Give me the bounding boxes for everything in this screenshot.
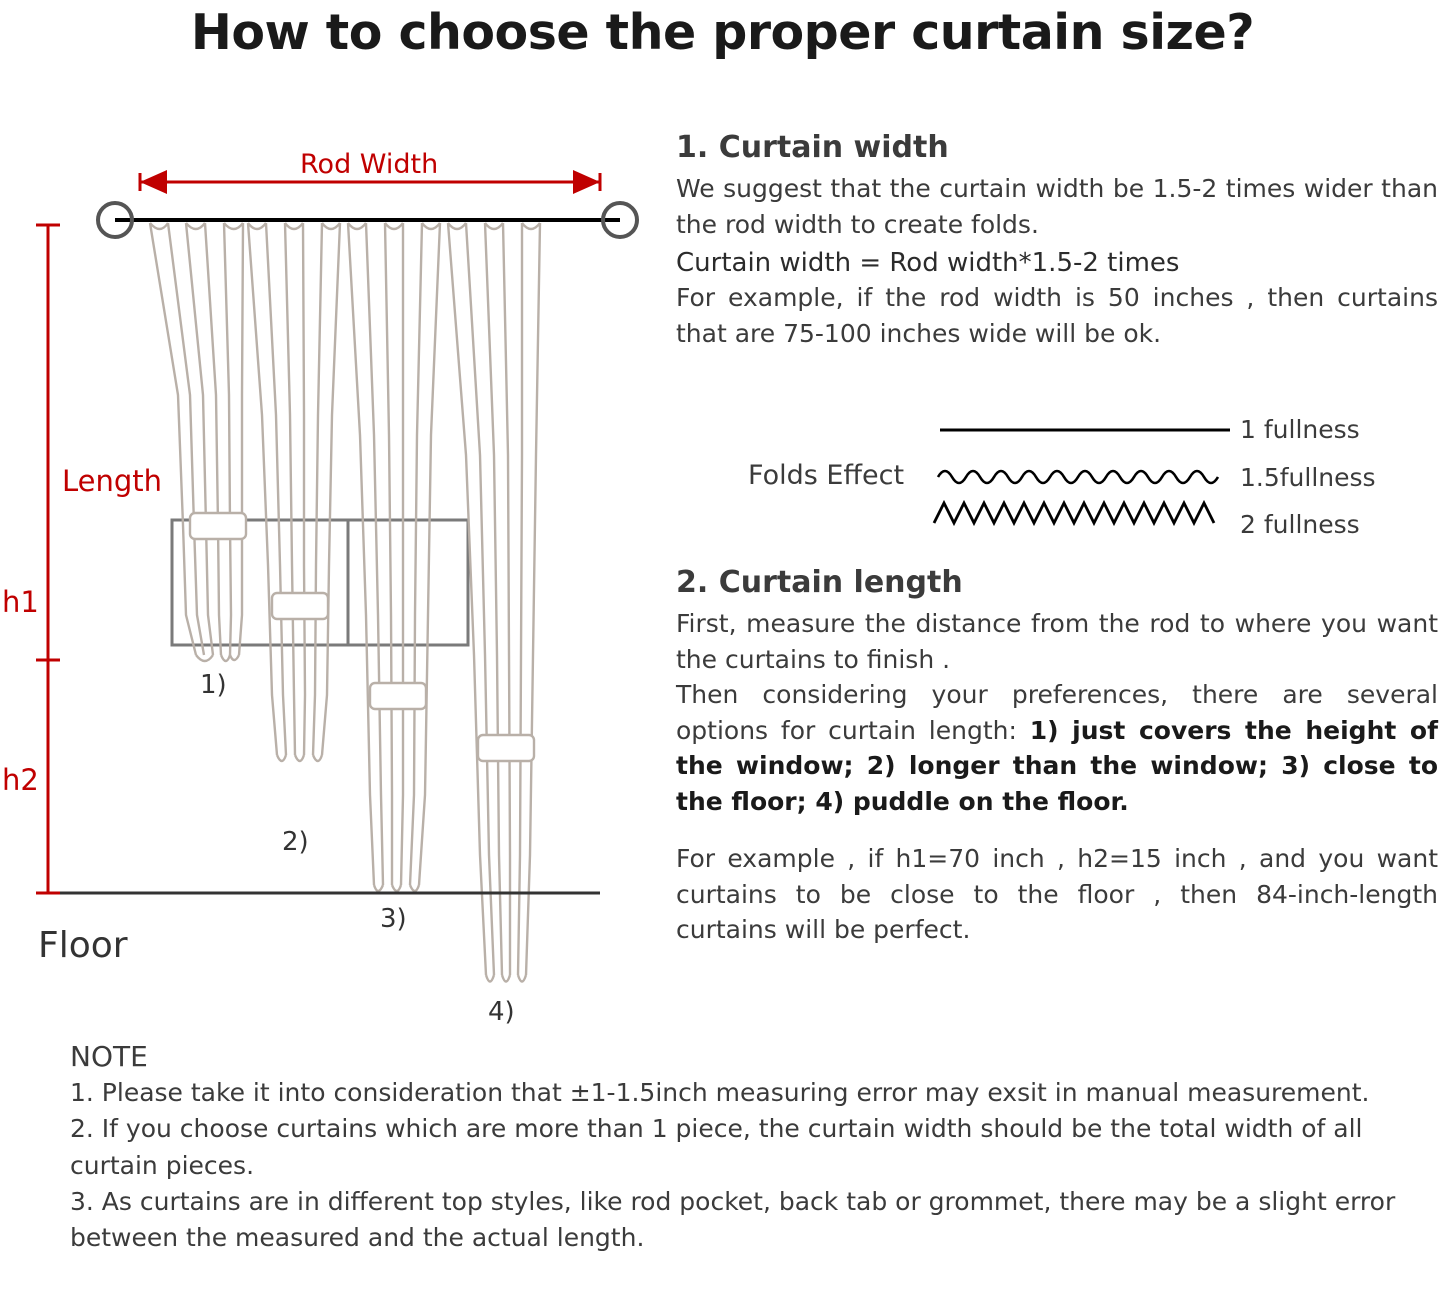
curtain-panel-1 <box>150 223 246 661</box>
curtain-panel-2 <box>248 223 340 761</box>
curtain-panel-3 <box>348 223 440 891</box>
floor-label: Floor <box>38 925 128 966</box>
section2-block <box>676 565 1438 948</box>
rod-width-label: Rod Width <box>300 149 439 180</box>
folds-effect-label: Folds Effect <box>748 460 905 491</box>
curtain-marker-2: 2) <box>282 827 309 857</box>
section2-para2-bold: 1) just covers the height of the window; 2) longer than the window; 3) close to the floor; 4) puddle on the floor. <box>676 715 1438 816</box>
curtain-diagram <box>0 95 660 1055</box>
section1-para1: We suggest that the curtain width be 1.5-2 times wider than the rod width to create folds. <box>676 174 1438 239</box>
curtain-panel-4 <box>448 223 540 982</box>
curtain-diagram-svg <box>0 95 660 1055</box>
section2-para2-lead: Then considering your preferences, there are several options for curtain length: <box>676 680 1438 745</box>
fullness-label-2: 2 fullness <box>1240 510 1360 539</box>
curtain-marker-3: 3) <box>380 904 407 934</box>
note-block <box>70 1040 1415 1256</box>
h1-dimension <box>36 533 60 660</box>
fullness-label-1: 1 fullness <box>1240 415 1360 444</box>
note-line-1: 1. Please take it into consideration that ±1-1.5inch measuring error may exsit in manual measurement. <box>70 1078 1370 1107</box>
curtain-marker-1: 1) <box>200 670 227 700</box>
note-title: NOTE <box>70 1040 148 1073</box>
note-line-3: 3. As curtains are in different top styles, like rod pocket, back tab or grommet, there may be a slight error between the measured and the actual length. <box>70 1186 1396 1252</box>
instructions-column <box>676 130 1438 351</box>
folds-effect-block <box>740 405 1440 555</box>
length-label: Length <box>62 464 163 498</box>
section1-formula: Curtain width = Rod width*1.5-2 times <box>676 248 1180 278</box>
curtain-marker-4: 4) <box>488 997 515 1027</box>
h1-label: h1 <box>2 585 39 619</box>
section2-para2 <box>676 677 1438 819</box>
section2-para3: For example , if h1=70 inch , h2=15 inch , and you want curtains to be close to the floor , then 84-inch-length curtains will be perfect. <box>676 844 1438 944</box>
section2-heading: 2. Curtain length <box>676 565 963 600</box>
section1-heading: 1. Curtain width <box>676 130 949 165</box>
section1-para2: For example, if the rod width is 50 inches , then curtains that are 75-100 inches wide will be ok. <box>676 283 1438 348</box>
section2-para1: First, measure the distance from the rod to where you want the curtains to finish . <box>676 609 1438 674</box>
h2-dimension <box>36 660 60 893</box>
fullness-2-zigzag <box>934 503 1214 523</box>
h2-label: h2 <box>2 763 39 797</box>
fullness-label-15: 1.5fullness <box>1240 463 1376 492</box>
page-title: How to choose the proper curtain size? <box>190 4 1255 61</box>
fullness-15-wave <box>938 471 1218 483</box>
note-line-2: 2. If you choose curtains which are more than 1 piece, the curtain width should be the total width of all curtain pieces. <box>70 1114 1363 1180</box>
